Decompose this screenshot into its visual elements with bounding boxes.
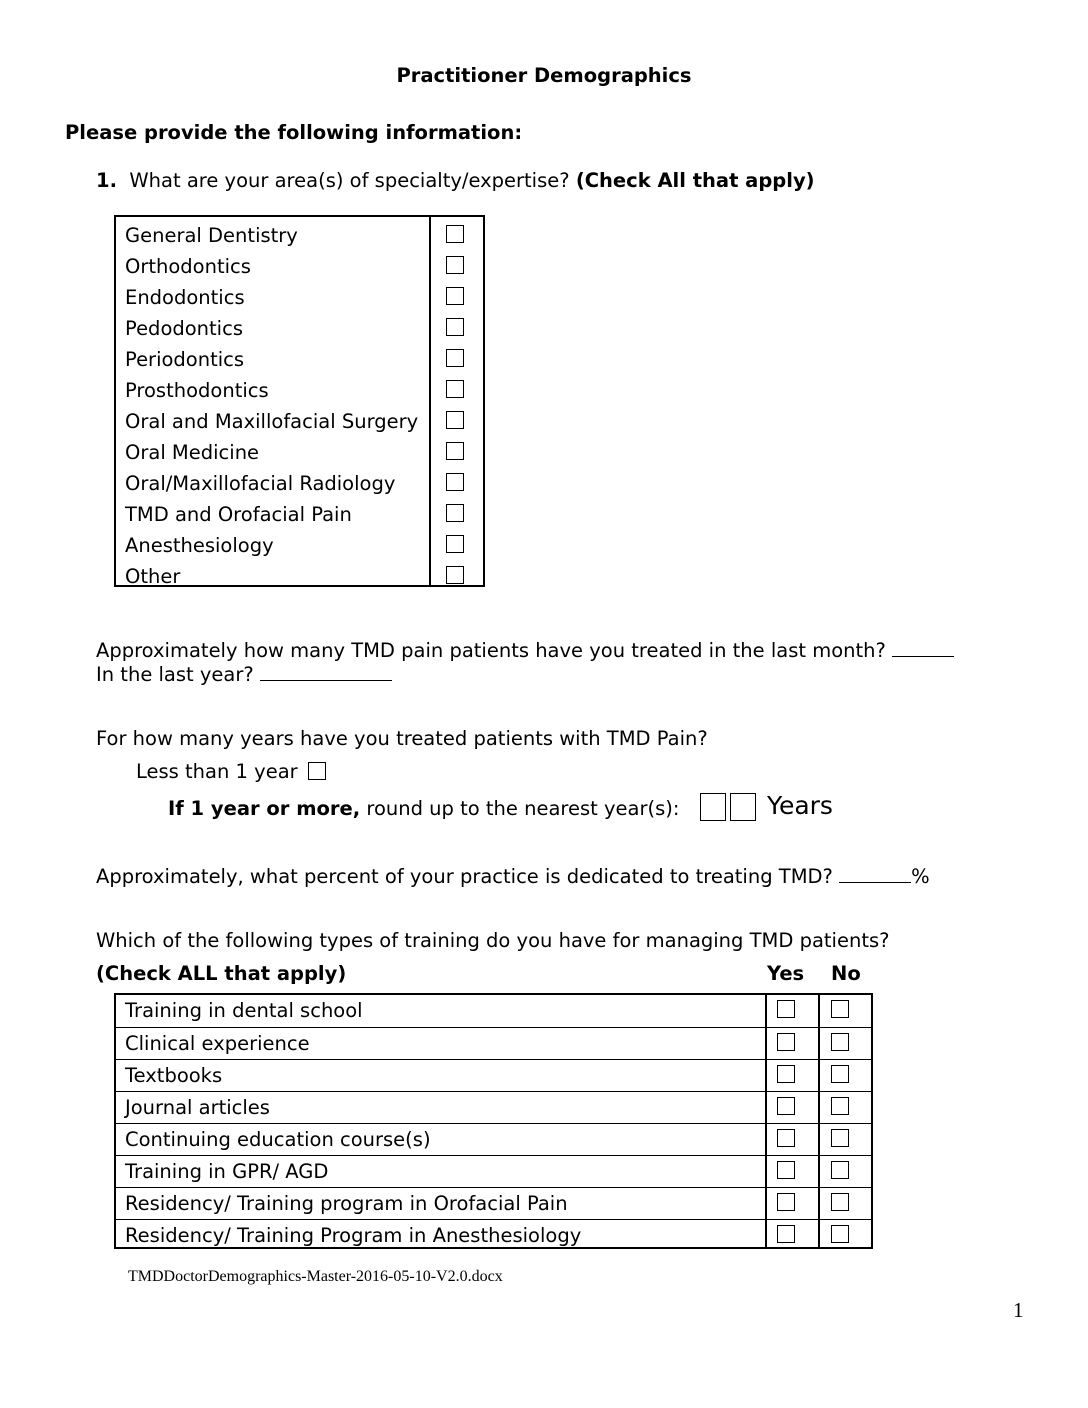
no-checkbox[interactable] (831, 1161, 849, 1179)
specialty-checkbox[interactable] (446, 473, 464, 491)
table-row (116, 1027, 871, 1059)
less-than-one-year (136, 760, 326, 783)
page-title: Practitioner Demographics (396, 64, 692, 87)
question-2-text: Approximately how many TMD pain patients have you treated in the last month? (96, 639, 886, 662)
specialty-label: Periodontics (125, 348, 245, 371)
no-header: No (831, 962, 861, 985)
yes-checkbox[interactable] (777, 1129, 795, 1147)
no-checkbox[interactable] (831, 1225, 849, 1243)
specialty-label: Other (125, 565, 181, 588)
years-label: Years (767, 791, 833, 820)
table-row (116, 251, 483, 282)
question-4 (96, 864, 930, 888)
table-row (116, 995, 871, 1027)
specialty-label: General Dentistry (125, 224, 298, 247)
specialty-checkbox[interactable] (446, 349, 464, 367)
specialty-checkbox[interactable] (446, 256, 464, 274)
table-row (116, 313, 483, 344)
question-4-text: Approximately, what percent of your practice is dedicated to treating TMD? (96, 865, 833, 888)
table-row (116, 406, 483, 437)
specialty-label: Oral and Maxillofacial Surgery (125, 410, 419, 433)
specialty-label: Oral/Maxillofacial Radiology (125, 472, 396, 495)
percent-suffix: % (911, 865, 930, 888)
yes-checkbox[interactable] (777, 1000, 795, 1018)
question-2-line1 (96, 638, 954, 662)
training-label: Journal articles (125, 1096, 270, 1119)
yes-checkbox[interactable] (777, 1097, 795, 1115)
table-row (116, 1219, 871, 1251)
training-label: Residency/ Training Program in Anesthesiology (125, 1224, 582, 1247)
no-checkbox[interactable] (831, 1033, 849, 1051)
specialty-label: TMD and Orofacial Pain (125, 503, 352, 526)
specialty-label: Endodontics (125, 286, 245, 309)
question-5-text: Which of the following types of training do you have for managing TMD patients? (96, 929, 890, 952)
specialty-checkbox[interactable] (446, 504, 464, 522)
question-1-text: What are your area(s) of specialty/expertise? (129, 169, 570, 192)
yes-checkbox[interactable] (777, 1161, 795, 1179)
percent-blank[interactable] (839, 864, 911, 883)
training-label: Training in dental school (125, 999, 363, 1022)
table-row (116, 282, 483, 313)
training-label: Textbooks (125, 1064, 223, 1087)
page-number: 1 (1013, 1298, 1024, 1322)
table-row (116, 220, 483, 251)
specialty-label: Oral Medicine (125, 441, 260, 464)
table-row (116, 437, 483, 468)
table-row (116, 530, 483, 561)
question-5-note: (Check ALL that apply) (96, 962, 347, 985)
specialty-table (114, 215, 485, 587)
specialty-checkbox[interactable] (446, 287, 464, 305)
no-checkbox[interactable] (831, 1065, 849, 1083)
training-table (114, 993, 873, 1249)
specialty-label: Prosthodontics (125, 379, 269, 402)
table-row (116, 1059, 871, 1091)
specialty-checkbox[interactable] (446, 566, 464, 584)
no-checkbox[interactable] (831, 1097, 849, 1115)
table-row (116, 1091, 871, 1123)
specialty-checkbox[interactable] (446, 411, 464, 429)
less-than-label: Less than 1 year (136, 760, 298, 783)
less-than-checkbox[interactable] (308, 762, 326, 780)
question-3-text: For how many years have you treated patients with TMD Pain? (96, 727, 708, 750)
specialty-label: Orthodontics (125, 255, 251, 278)
year-count-blank[interactable] (260, 662, 392, 681)
yes-checkbox[interactable] (777, 1225, 795, 1243)
table-row (116, 344, 483, 375)
if-more-bold: If 1 year or more, (168, 797, 361, 820)
footer-filename: TMDDoctorDemographics-Master-2016-05-10-V2.0.docx (128, 1268, 503, 1285)
specialty-checkbox[interactable] (446, 380, 464, 398)
no-checkbox[interactable] (831, 1000, 849, 1018)
table-row (116, 561, 483, 592)
table-row (116, 375, 483, 406)
table-row (116, 1155, 871, 1187)
table-row (116, 1123, 871, 1155)
specialty-checkbox[interactable] (446, 535, 464, 553)
question-1-number: 1. (96, 169, 117, 192)
specialty-checkbox[interactable] (446, 225, 464, 243)
specialty-label: Pedodontics (125, 317, 243, 340)
question-2-line2 (96, 662, 392, 686)
years-digit-box[interactable] (700, 793, 726, 821)
yes-checkbox[interactable] (777, 1065, 795, 1083)
years-row (168, 797, 679, 820)
instruction-heading: Please provide the following information: (65, 121, 523, 144)
table-row (116, 1187, 871, 1219)
yes-checkbox[interactable] (777, 1193, 795, 1211)
yes-header: Yes (767, 962, 805, 985)
no-checkbox[interactable] (831, 1193, 849, 1211)
question-1-note: (Check All that apply) (575, 169, 815, 192)
table-row (116, 468, 483, 499)
month-count-blank[interactable] (892, 638, 954, 657)
specialty-checkbox[interactable] (446, 318, 464, 336)
training-label: Continuing education course(s) (125, 1128, 431, 1151)
specialty-checkbox[interactable] (446, 442, 464, 460)
if-more-text: round up to the nearest year(s): (366, 797, 680, 820)
question-2-year-text: In the last year? (96, 663, 254, 686)
training-label: Residency/ Training program in Orofacial Pain (125, 1192, 568, 1215)
training-label: Training in GPR/ AGD (125, 1160, 329, 1183)
training-label: Clinical experience (125, 1032, 310, 1055)
specialty-label: Anesthesiology (125, 534, 274, 557)
years-digit-box[interactable] (730, 793, 756, 821)
question-1 (96, 169, 815, 192)
no-checkbox[interactable] (831, 1129, 849, 1147)
yes-checkbox[interactable] (777, 1033, 795, 1051)
table-row (116, 499, 483, 530)
